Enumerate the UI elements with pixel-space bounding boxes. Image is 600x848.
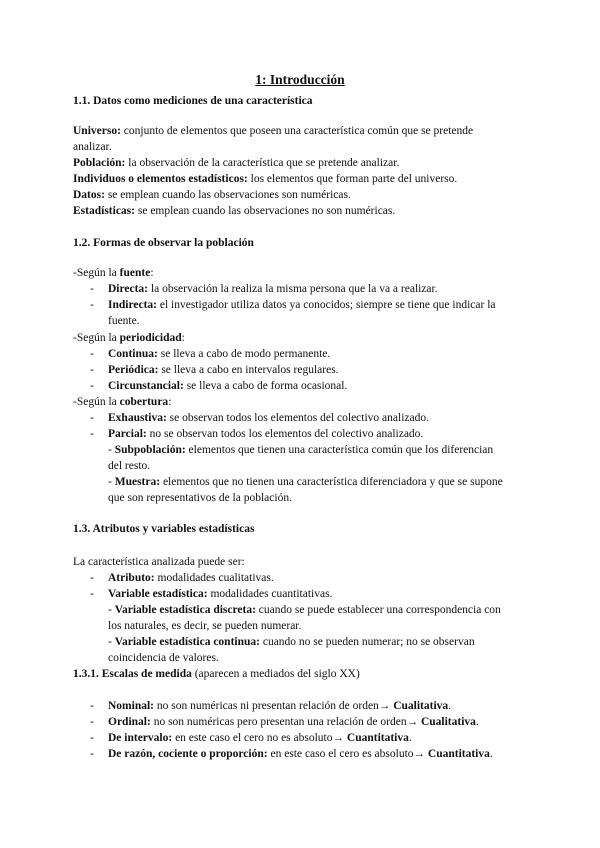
parcial-term: Parcial: bbox=[108, 428, 147, 440]
ordinal-item bbox=[108, 715, 479, 729]
continua-variable-text-cont: coincidencia de valores. bbox=[108, 652, 219, 664]
muestra-text-cont: que son representativos de la población. bbox=[108, 492, 292, 504]
bullet-dash: - bbox=[90, 364, 94, 376]
continua-variable-item bbox=[108, 635, 475, 649]
razon-text: en este caso el cero es absoluto bbox=[267, 748, 414, 760]
continua-variable-pre: - bbox=[108, 636, 115, 648]
muestra-term: Muestra: bbox=[114, 476, 161, 488]
universo-text: conjunto de elementos que poseen una característica común que se pretende bbox=[120, 125, 474, 137]
estadisticas-definition bbox=[73, 204, 395, 218]
ordinal-term: Ordinal: bbox=[108, 716, 151, 728]
directa-term: Directa: bbox=[108, 283, 149, 295]
datos-text: se emplean cuando las observaciones son numéricas. bbox=[104, 189, 351, 201]
discreta-pre: - bbox=[108, 604, 115, 616]
fuente-post: : bbox=[150, 267, 154, 279]
section-1-3-intro: La característica analizada puede ser: bbox=[73, 556, 245, 568]
arrow-icon: → bbox=[332, 732, 345, 744]
continua-term: Continua: bbox=[108, 348, 158, 360]
section-1-3-1-title: 1.3.1. Escalas de medida bbox=[73, 668, 192, 680]
ordinal-result: Cualitativa bbox=[420, 716, 476, 728]
periodica-text: se lleva a cabo en intervalos regulares. bbox=[158, 364, 339, 376]
periodica-term: Periódica: bbox=[108, 364, 159, 376]
variable-text: modalidades cuantitativas. bbox=[207, 588, 333, 600]
bullet-dash: - bbox=[90, 348, 94, 360]
cobertura-pre: -Según la bbox=[73, 396, 120, 408]
circunstancial-term: Circunstancial: bbox=[108, 380, 184, 392]
universo-text-cont: analizar. bbox=[73, 141, 112, 153]
individuos-text: los elementos que forman parte del universo. bbox=[247, 173, 458, 185]
section-1-1-heading: 1.1. Datos como mediciones de una característica bbox=[73, 95, 313, 107]
period: . bbox=[475, 716, 479, 728]
atributo-item bbox=[108, 571, 274, 585]
section-1-2-heading: 1.2. Formas de observar la población bbox=[73, 237, 254, 249]
circunstancial-item bbox=[108, 379, 347, 393]
fuente-intro bbox=[73, 266, 154, 280]
bullet-dash: - bbox=[90, 428, 94, 440]
subpoblacion-text-cont: del resto. bbox=[108, 460, 151, 472]
exhaustiva-text: se observan todos los elementos del colectivo analizado. bbox=[166, 412, 429, 424]
individuos-term: Individuos o elementos estadísticos: bbox=[73, 173, 248, 185]
cobertura-post: : bbox=[168, 396, 172, 408]
universo-definition bbox=[73, 124, 473, 138]
period: . bbox=[408, 732, 412, 744]
cobertura-intro bbox=[73, 395, 171, 409]
section-1-3-1-note: (aparecen a mediados del siglo XX) bbox=[191, 668, 360, 680]
continua-variable-text: cuando no se pueden numerar; no se observan bbox=[259, 636, 475, 648]
periodicidad-word: periodicidad bbox=[119, 332, 182, 344]
subpoblacion-pre: - bbox=[108, 444, 115, 456]
continua-variable-term: Variable estadística continua: bbox=[114, 636, 260, 648]
estadisticas-text: se emplean cuando las observaciones no son numéricas. bbox=[134, 205, 396, 217]
bullet-dash: - bbox=[90, 380, 94, 392]
intervalo-text: en este caso el cero no es absoluto bbox=[172, 732, 333, 744]
muestra-text: elementos que no tienen una característica diferenciadora y que se supone bbox=[160, 476, 503, 488]
directa-text: la observación la realiza la misma persona que la va a realizar. bbox=[148, 283, 438, 295]
intervalo-item bbox=[108, 731, 412, 745]
nominal-term: Nominal: bbox=[108, 700, 154, 712]
poblacion-term: Población: bbox=[73, 157, 126, 169]
cobertura-word: cobertura bbox=[119, 396, 169, 408]
discreta-text-cont: los naturales, es decir, se pueden numerar. bbox=[108, 620, 302, 632]
intervalo-term: De intervalo: bbox=[108, 732, 173, 744]
universo-term: Universo: bbox=[73, 125, 121, 137]
bullet-dash: - bbox=[90, 748, 94, 760]
section-1-3-1-heading bbox=[73, 667, 360, 681]
indirecta-text-cont: fuente. bbox=[108, 315, 140, 327]
poblacion-definition bbox=[73, 156, 399, 170]
bullet-dash: - bbox=[90, 700, 94, 712]
indirecta-term: Indirecta: bbox=[108, 299, 157, 311]
razon-item bbox=[108, 747, 493, 761]
periodicidad-intro bbox=[73, 331, 185, 345]
indirecta-text: el investigador utiliza datos ya conocidos; siempre se tiene que indicar la bbox=[156, 299, 496, 311]
periodicidad-post: : bbox=[181, 332, 185, 344]
nominal-text: no son numéricas ni presentan relación de orden bbox=[154, 700, 379, 712]
atributo-term: Atributo: bbox=[108, 572, 155, 584]
muestra-pre: - bbox=[108, 476, 115, 488]
datos-term: Datos: bbox=[73, 189, 105, 201]
arrow-icon: → bbox=[406, 716, 419, 728]
period: . bbox=[448, 700, 452, 712]
indirecta-item bbox=[108, 298, 496, 312]
muestra-item bbox=[108, 475, 503, 489]
continua-item bbox=[108, 347, 330, 361]
exhaustiva-item bbox=[108, 411, 429, 425]
discreta-text: cuando se puede establecer una correspondencia con bbox=[255, 604, 501, 616]
bullet-dash: - bbox=[90, 299, 94, 311]
intervalo-result: Cuantitativa bbox=[346, 732, 409, 744]
bullet-dash: - bbox=[90, 412, 94, 424]
subpoblacion-item bbox=[108, 443, 493, 457]
individuos-definition bbox=[73, 172, 457, 186]
ordinal-text: no son numéricas pero presentan una relación de orden bbox=[150, 716, 407, 728]
bullet-dash: - bbox=[90, 732, 94, 744]
periodicidad-pre: -Según la bbox=[73, 332, 120, 344]
variable-item bbox=[108, 587, 332, 601]
subpoblacion-term: Subpoblación: bbox=[114, 444, 186, 456]
parcial-item bbox=[108, 427, 423, 441]
razon-term: De razón, cociente o proporción: bbox=[108, 748, 268, 760]
atributo-text: modalidades cualitativas. bbox=[154, 572, 274, 584]
circunstancial-text: se lleva a cabo de forma ocasional. bbox=[183, 380, 348, 392]
fuente-pre: -Según la bbox=[73, 267, 120, 279]
parcial-text: no se observan todos los elementos del colectivo analizado. bbox=[146, 428, 424, 440]
subpoblacion-text: elementos que tienen una característica común que los diferencian bbox=[185, 444, 494, 456]
razon-result: Cuantitativa bbox=[427, 748, 490, 760]
variable-term: Variable estadística: bbox=[108, 588, 208, 600]
bullet-dash: - bbox=[90, 716, 94, 728]
continua-text: se lleva a cabo de modo permanente. bbox=[157, 348, 331, 360]
discreta-item bbox=[108, 603, 501, 617]
datos-definition bbox=[73, 188, 351, 202]
discreta-term: Variable estadística discreta: bbox=[114, 604, 256, 616]
bullet-dash: - bbox=[90, 283, 94, 295]
arrow-icon: → bbox=[413, 748, 426, 760]
poblacion-text: la observación de la característica que se pretende analizar. bbox=[125, 157, 400, 169]
fuente-word: fuente bbox=[119, 267, 151, 279]
page-title: 1: Introducción bbox=[255, 72, 345, 87]
directa-item bbox=[108, 282, 438, 296]
exhaustiva-term: Exhaustiva: bbox=[108, 412, 167, 424]
nominal-item bbox=[108, 699, 451, 713]
bullet-dash: - bbox=[90, 572, 94, 584]
bullet-dash: - bbox=[90, 588, 94, 600]
section-1-3-heading: 1.3. Atributos y variables estadísticas bbox=[73, 523, 255, 535]
estadisticas-term: Estadísticas: bbox=[73, 205, 135, 217]
arrow-icon: → bbox=[378, 700, 391, 712]
nominal-result: Cualitativa bbox=[393, 700, 449, 712]
period: . bbox=[489, 748, 493, 760]
periodica-item bbox=[108, 363, 339, 377]
